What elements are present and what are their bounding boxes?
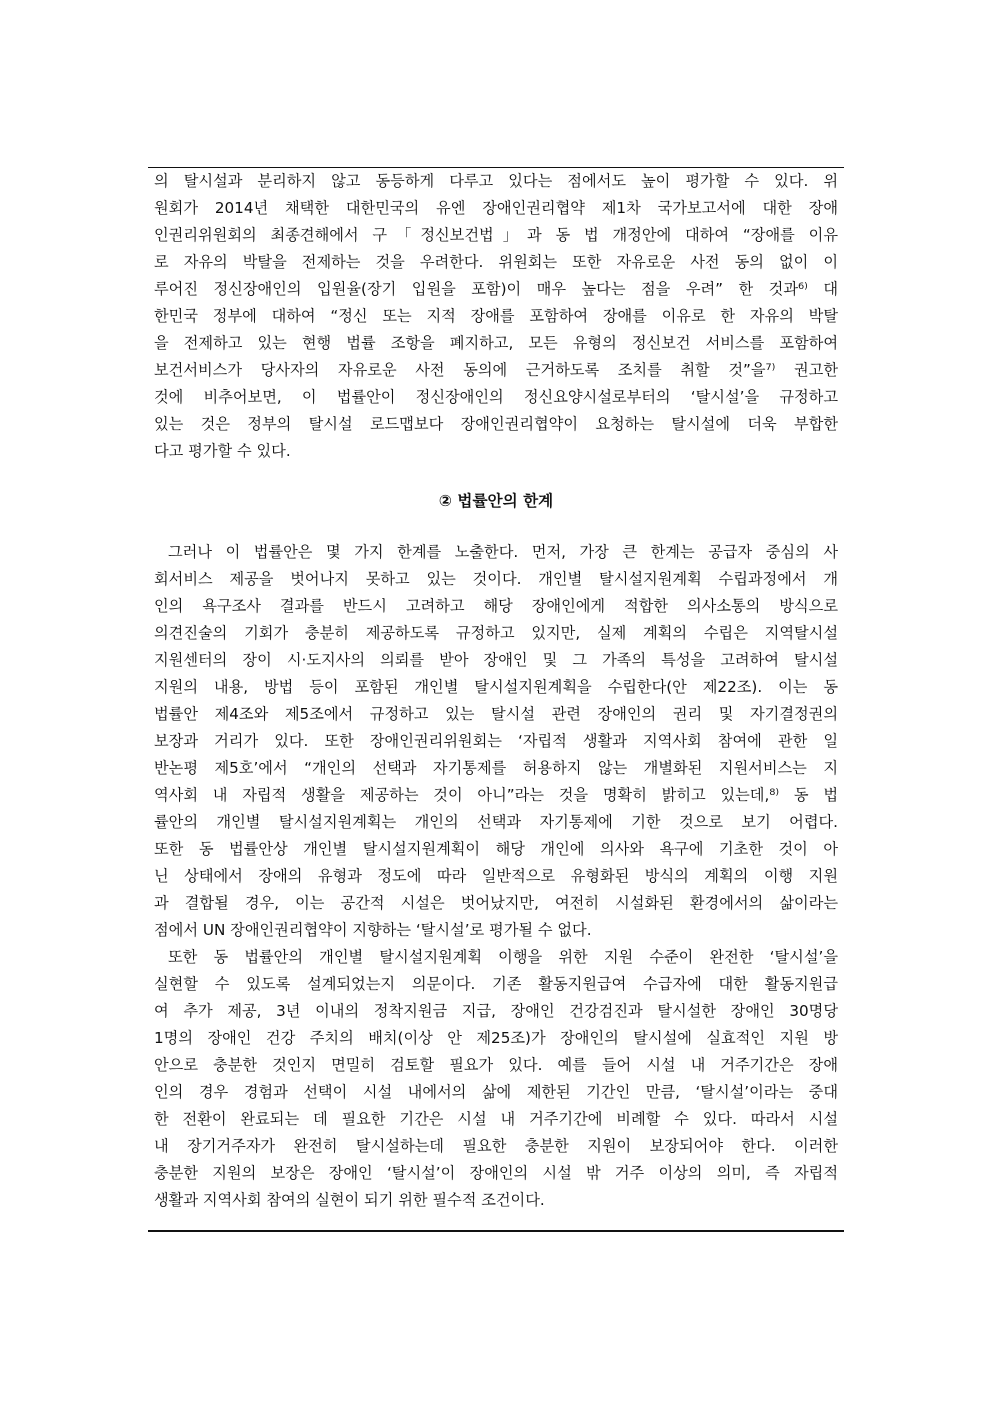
- text-line: 다고 평가할 수 있다.: [154, 442, 291, 460]
- text-line: 역사회 내 자립적 생활을 제공하는 것이 아니”라는 것을 명확히 밝히고 있는데,⁸⁾ 동 법: [154, 786, 838, 804]
- text-line: 안으로 충분한 것인지 면밀히 검토할 필요가 있다. 예를 들어 시설 내 거주기간은 장애: [154, 1056, 838, 1074]
- text-line: 루어진 정신장애인의 입원율(장기 입원을 포함)이 매우 높다는 점을 우려” 한 것과⁶⁾ 대: [154, 280, 838, 298]
- text-line: 1명의 장애인 건강 주치의 배치(이상 안 제25조)가 장애인의 탈시설에 실효적인 지원 방: [154, 1029, 838, 1047]
- text-line: 로 자유의 박탈을 전제하는 것을 우려한다. 위원회는 또한 자유로운 사전 동의 없이 이: [154, 253, 838, 271]
- text-line: 의 탈시설과 분리하지 않고 동등하게 다루고 있다는 점에서도 높이 평가할 수 있다. 위: [154, 172, 838, 190]
- text-line: 있는 것은 정부의 탈시설 로드맵보다 장애인권리협약이 요청하는 탈시설에 더욱 부합한: [154, 415, 838, 433]
- text-line: 그러나 이 법률안은 몇 가지 한계를 노출한다. 먼저, 가장 큰 한계는 공급자 중심의 사: [168, 543, 838, 561]
- section-heading: ② 법률안의 한계: [438, 492, 554, 510]
- text-line: 여 추가 제공, 3년 이내의 정착지원금 지급, 장애인 건강검진과 탈시설한 장애인 30명당: [154, 1002, 838, 1020]
- text-line: 충분한 지원의 보장은 장애인 ‘탈시설’이 장애인의 시설 밖 거주 이상의 의미, 즉 자립적: [154, 1164, 838, 1182]
- text-line: 한민국 정부에 대하여 “정신 또는 지적 장애를 포함하여 장애를 이유로 한 자유의 박탈: [154, 307, 838, 325]
- bottom-rule: [148, 1230, 844, 1232]
- text-line: 생활과 지역사회 참여의 실현이 되기 위한 필수적 조건이다.: [154, 1191, 545, 1209]
- text-line: 보건서비스가 당사자의 자유로운 사전 동의에 근거하도록 조치를 취할 것”을⁷⁾ 권고한: [154, 361, 838, 379]
- text-line: 과 결합될 경우, 이는 공간적 시설은 벗어났지만, 여전히 시설화된 환경에서의 삶이라는: [154, 894, 838, 912]
- text-line: 지원의 내용, 방법 등이 포함된 개인별 탈시설지원계획을 수립한다(안 제22조). 이는 동: [154, 678, 838, 696]
- text-line: 또한 동 법률안상 개인별 탈시설지원계획이 해당 개인에 의사와 욕구에 기초한 것이 아: [154, 840, 838, 858]
- text-line: 법률안 제4조와 제5조에서 규정하고 있는 탈시설 관련 장애인의 권리 및 자기결정권의: [154, 705, 838, 723]
- text-line: 실현할 수 있도록 설계되었는지 의문이다. 기존 활동지원급여 수급자에 대한 활동지원급: [154, 975, 838, 993]
- text-line: 회서비스 제공을 벗어나지 못하고 있는 것이다. 개인별 탈시설지원계획 수립과정에서 개: [154, 570, 838, 588]
- text-line: 내 장기거주자가 완전히 탈시설하는데 필요한 충분한 지원이 보장되어야 한다. 이러한: [154, 1137, 838, 1155]
- text-line: 의견진술의 기회가 충분히 제공하도록 규정하고 있지만, 실제 계획의 수립은 지역탈시설: [154, 624, 838, 642]
- text-line: 인의 욕구조사 결과를 반드시 고려하고 해당 장애인에게 적합한 의사소통의 방식으로: [154, 597, 838, 615]
- text-line: 점에서 UN 장애인권리협약이 지향하는 ‘탈시설’로 평가될 수 없다.: [154, 921, 592, 939]
- text-line: 보장과 거리가 있다. 또한 장애인권리위원회는 ‘자립적 생활과 지역사회 참여에 관한 일: [154, 732, 838, 750]
- paragraph-evaluation: [154, 168, 838, 465]
- text-line: 또한 동 법률안의 개인별 탈시설지원계획 이행을 위한 지원 수준이 완전한 ‘탈시설’을: [168, 948, 838, 966]
- text-line: 한 전환이 완료되는 데 필요한 기간은 시설 내 거주기간에 비례할 수 있다. 따라서 시설: [154, 1110, 838, 1128]
- text-line: 률안의 개인별 탈시설지원계획는 개인의 선택과 자기통제에 기한 것으로 보기 어렵다.: [154, 813, 838, 831]
- body-text: [154, 539, 838, 1214]
- text-line: 반논평 제5호’에서 “개인의 선택과 자기통제를 허용하지 않는 개별화된 지원서비스는 지: [154, 759, 838, 777]
- text-line: 을 전제하고 있는 현행 법률 조항을 폐지하고, 모든 유형의 정신보건 서비스를 포함하여: [154, 334, 838, 352]
- text-line: 것에 비추어보면, 이 법률안이 정신장애인의 정신요양시설로부터의 ‘탈시설’을 규정하고: [154, 388, 838, 406]
- text-line: 원회가 2014년 채택한 대한민국의 유엔 장애인권리협약 제1차 국가보고서에 대한 장애: [154, 199, 838, 217]
- text-line: 지원센터의 장이 시·도지사의 의뢰를 받아 장애인 및 그 가족의 특성을 고려하여 탈시설: [154, 651, 838, 669]
- text-line: 닌 상태에서 장애의 유형과 정도에 따라 일반적으로 유형화된 방식의 계획의 이행 지원: [154, 867, 839, 885]
- text-line: 인권리위원회의 최종견해에서 구「정신보건법」과 동 법 개정안에 대하여 “장애를 이유: [154, 226, 838, 244]
- text-line: 인의 경우 경험과 선택이 시설 내에서의 삶에 제한된 기간인 만큼, ‘탈시설’이라는 중대: [154, 1083, 838, 1101]
